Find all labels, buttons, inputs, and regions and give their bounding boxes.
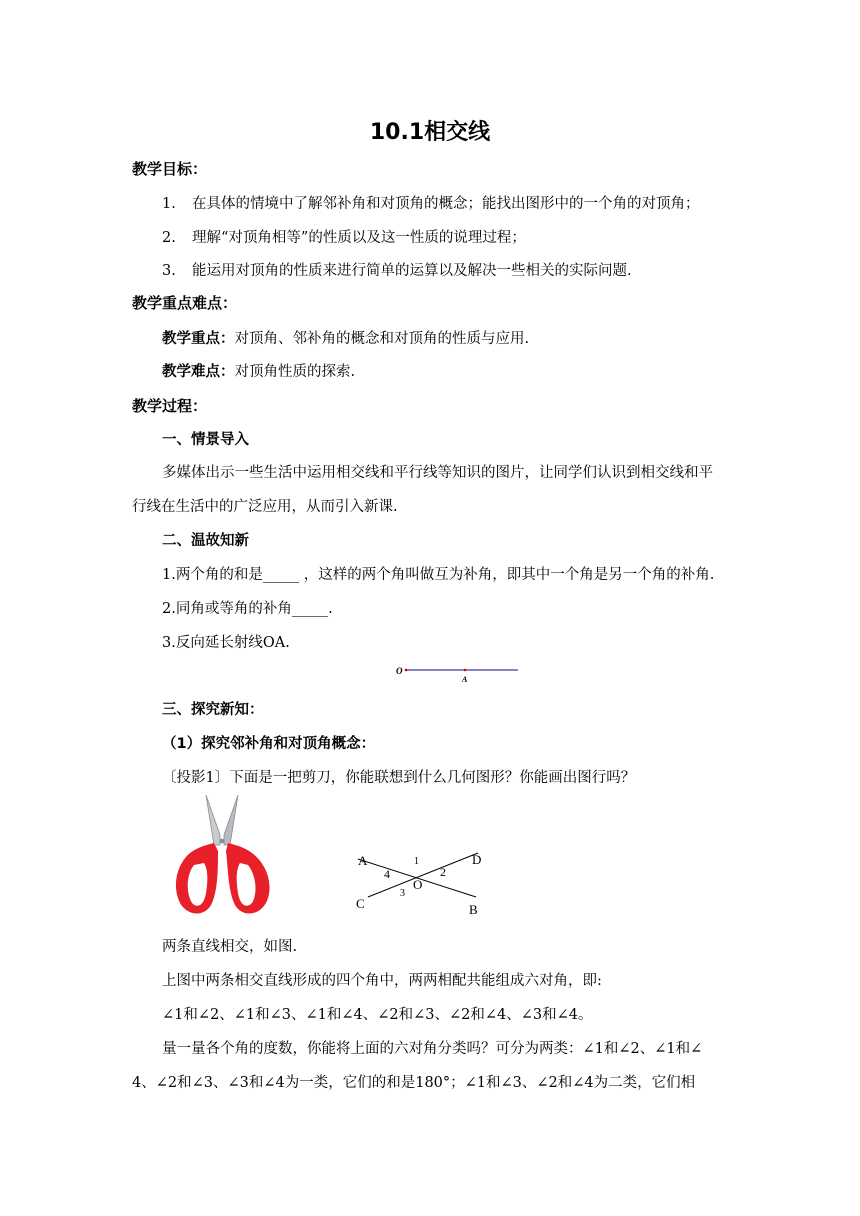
- label-o: O: [413, 877, 423, 892]
- label-a: A: [462, 675, 468, 684]
- objective-number: 1.: [162, 196, 176, 212]
- difficulty-label: 教学难点：: [162, 364, 235, 380]
- difficulty-line: [162, 360, 355, 381]
- review-question: 3.反向延长射线OA.: [162, 635, 290, 651]
- part3-heading: 三、探究新知：: [162, 702, 264, 718]
- label-o: O: [396, 666, 403, 676]
- review-question: 1.两个角的和是_____ ，这样的两个角叫做互为补角，即其中一个角是另一个角的补角.: [162, 567, 715, 583]
- key-point-label: 教学重点：: [162, 331, 235, 347]
- part1-paragraph-line: 行线在生活中的广泛应用，从而引入新课.: [132, 499, 398, 515]
- point-o: [405, 669, 408, 672]
- label-c: C: [356, 896, 365, 911]
- scissors-blade-right: [224, 795, 238, 845]
- scissors-image: [172, 795, 274, 917]
- objective-text: 在具体的情境中了解邻补角和对顶角的概念；能找出图形中的一个角的对顶角；: [192, 196, 700, 212]
- angle-pairs-line: ∠1和∠2、∠1和∠3、∠1和∠4、∠2和∠3、∠2和∠4、∠3和∠4。: [162, 1007, 593, 1023]
- key-point-line: [162, 327, 529, 348]
- objective-item: [162, 192, 700, 213]
- point-a: [464, 669, 467, 672]
- paragraph-line: 上图中两条相交直线形成的四个角中，两两相配共能组成六对角，即:: [162, 973, 602, 989]
- label-d: D: [472, 852, 482, 867]
- objective-item: [162, 259, 632, 280]
- part2-heading: 二、温故知新: [162, 533, 249, 549]
- part1-paragraph-line: 多媒体出示一些生活中运用相交线和平行线等知识的图片，让同学们认识到相交线和平: [162, 465, 713, 481]
- scissors-pivot: [220, 839, 225, 844]
- part1-heading: 一、情景导入: [162, 432, 249, 448]
- ray-oa-figure: [392, 660, 524, 684]
- objective-text: 能运用对顶角的性质来进行简单的运算以及解决一些相关的实际问题.: [192, 263, 632, 279]
- objective-text: 理解“对顶角相等”的性质以及这一性质的说理过程；: [192, 230, 526, 246]
- review-question: 2.同角或等角的补角_____.: [162, 601, 333, 617]
- paragraph-line: 4、∠2和∠3、∠3和∠4为一类，它们的和是180°；∠1和∠3、∠2和∠4为二类，它们相: [132, 1075, 696, 1091]
- angle-label-4: 4: [384, 867, 390, 881]
- scissors-blade-left: [206, 795, 220, 845]
- angle-label-2: 2: [440, 865, 446, 879]
- objective-number: 2.: [162, 230, 176, 246]
- angle-label-3: 3: [400, 888, 405, 899]
- label-a: A: [358, 853, 368, 868]
- angle-label-1: 1: [414, 856, 419, 867]
- objectives-heading: 教学目标：: [132, 160, 208, 178]
- projection-prompt: 〔投影1〕下面是一把剪刀，你能联想到什么几何图形？你能画出图行吗？: [162, 770, 636, 786]
- intersecting-lines-figure: [348, 845, 498, 920]
- paragraph-line: 量一量各个角的度数，你能将上面的六对角分类吗？可分为两类：∠1和∠2、∠1和∠: [162, 1041, 703, 1057]
- label-b: B: [469, 902, 478, 917]
- difficulty-text: 对顶角性质的探索.: [234, 364, 356, 380]
- figure-caption: 两条直线相交，如图.: [162, 939, 298, 955]
- key-difficulty-heading: 教学重点难点：: [132, 294, 238, 312]
- objective-number: 3.: [162, 263, 176, 279]
- page-title: 10.1相交线: [369, 120, 491, 145]
- part3-subheading: （1）探究邻补角和对顶角概念：: [162, 736, 376, 752]
- key-point-text: 对顶角、邻补角的概念和对顶角的性质与应用.: [234, 331, 530, 347]
- process-heading: 教学过程：: [132, 397, 208, 415]
- objective-item: [162, 226, 526, 247]
